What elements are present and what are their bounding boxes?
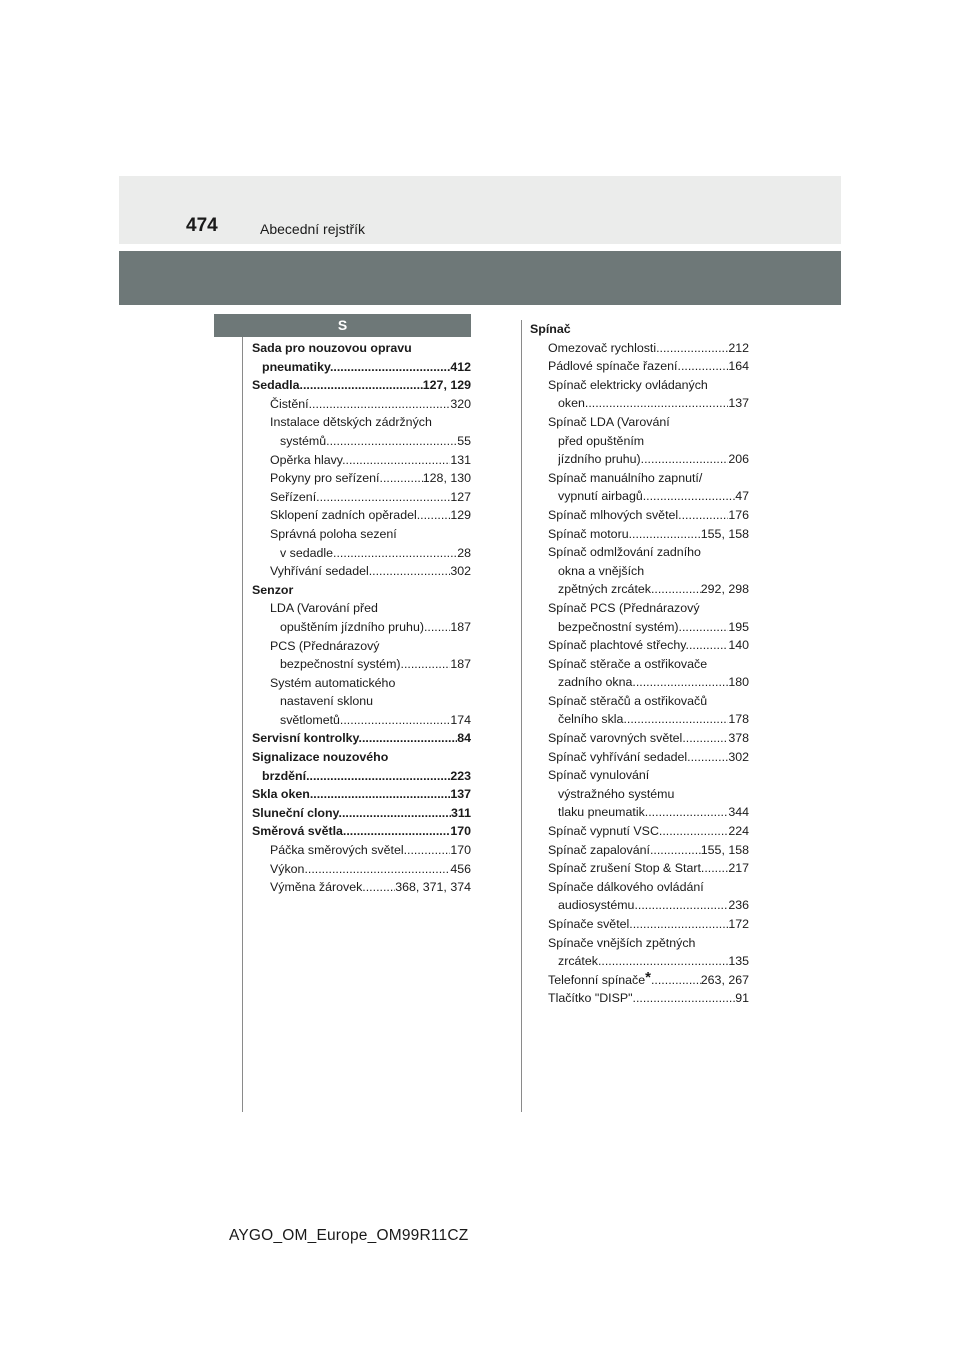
index-subentry: Seřízení ..... 127 — [252, 488, 471, 507]
index-entry: Sluneční clony ..... 311 — [252, 804, 471, 823]
footer-document-code: AYGO_OM_Europe_OM99R11CZ — [229, 1227, 469, 1244]
index-subentry: Spínač PCS (Přednárazový — [548, 600, 700, 615]
index-entry: Spínač — [530, 322, 571, 336]
telefon-label: Telefonní spínače — [548, 972, 646, 987]
index-subentry: Systém automatického — [270, 675, 396, 690]
index-subentry: PCS (Přednárazový — [270, 638, 380, 653]
page-title: Abecední rejstřík — [260, 221, 366, 237]
index-subentry: Spínač LDA (Varování — [548, 414, 670, 429]
index-subentry: Spínače světel ..... 172 — [530, 915, 749, 934]
index-subentry: zrcátek ..... 135 — [530, 952, 749, 971]
left-column-rule — [242, 337, 243, 1112]
index-subentry: Vyhřívání sedadel ..... 302 — [252, 562, 471, 581]
index-subentry: Čistění ..... 320 — [252, 395, 471, 414]
index-subentry: před opuštěním — [558, 433, 645, 448]
index-subentry: nastavení sklonu — [280, 694, 373, 709]
index-subentry: výstražného systému — [558, 786, 675, 801]
index-entry: Servisní kontrolky ..... 84 — [252, 729, 471, 748]
index-entry: Signalizace nouzového — [252, 750, 389, 765]
index-subentry: Spínač vyhřívání sedadel ..... 302 — [530, 748, 749, 767]
index-subentry: bezpečnostní systém) ..... 195 — [530, 618, 749, 637]
header-dark-band — [119, 251, 841, 305]
index-subentry: Spínač stěrače a ostřikovače — [548, 656, 708, 671]
index-subentry: systémů ..... 55 — [252, 432, 471, 451]
section-letter: S — [214, 314, 471, 337]
index-subentry: světlometů ..... 174 — [252, 711, 471, 730]
index-subentry: Spínač stěračů a ostřikovačů — [548, 693, 708, 708]
index-subentry: Spínač vynulování — [548, 768, 650, 783]
index-subentry: Spínač zrušení Stop & Start ..... 217 — [530, 859, 749, 878]
index-subentry: Spínač manuálního zapnutí/ — [548, 470, 703, 485]
index-entry: Sada pro nouzovou opravu — [252, 341, 412, 355]
index-subentry: Spínač vypnutí VSC ..... 224 — [530, 822, 749, 841]
header-band — [119, 176, 841, 244]
index-subentry: Páčka směrových světel ..... 170 — [252, 841, 471, 860]
page-number: 474 — [186, 215, 218, 236]
index-subentry: Správná poloha sezení — [270, 526, 397, 541]
index-entry: Skla oken ..... 137 — [252, 785, 471, 804]
index-subentry: Pokyny pro seřízení ..... 128, 130 — [252, 469, 471, 488]
index-subentry: v sedadle ..... 28 — [252, 544, 471, 563]
index-subentry: Spínače dálkového ovládání — [548, 879, 704, 894]
index-subentry: vypnutí airbagů ..... 47 — [530, 487, 749, 506]
index-subentry: čelního skla ..... 178 — [530, 710, 749, 729]
index-subentry: bezpečnostní systém) ..... 187 — [252, 655, 471, 674]
index-subentry: Omezovač rychlosti ..... 212 — [530, 339, 749, 358]
index-subentry: Spínač elektricky ovládaných — [548, 377, 708, 392]
index-entry: Senzor — [252, 582, 294, 597]
asterisk-mark: * — [645, 970, 651, 986]
index-subentry: tlaku pneumatik ..... 344 — [530, 803, 749, 822]
index-subentry: audiosystému ..... 236 — [530, 896, 749, 915]
index-column-right — [530, 320, 749, 1008]
index-entry: Směrová světla ..... 170 — [252, 822, 471, 841]
index-entry: brzdění ..... 223 — [252, 767, 471, 786]
index-subentry: Telefonní spínače* ..... 263, 267 — [530, 971, 749, 990]
index-subentry: Opěrka hlavy ..... 131 — [252, 451, 471, 470]
index-subentry: Spínač plachtové střechy ..... 140 — [530, 636, 749, 655]
index-subentry: Spínač odmlžování zadního — [548, 545, 701, 560]
index-subentry: LDA (Varování před — [270, 601, 378, 616]
index-subentry: Pádlové spínače řazení ..... 164 — [530, 357, 749, 376]
index-subentry: Instalace dětských zádržných — [270, 415, 432, 430]
index-column-left — [252, 339, 471, 897]
index-subentry: Sklopení zadních opěradel ..... 129 — [252, 506, 471, 525]
index-entry: Sedadla ..... 127, 129 — [252, 376, 471, 395]
index-entry: pneumatiky ..... 412 — [252, 358, 471, 377]
index-subentry: Spínač zapalování ..... 155, 158 — [530, 841, 749, 860]
index-subentry: Spínače vnějších zpětných — [548, 935, 696, 950]
index-subentry: zpětných zrcátek ..... 292, 298 — [530, 580, 749, 599]
index-subentry: Spínač mlhových světel ..... 176 — [530, 506, 749, 525]
index-subentry: Výkon ..... 456 — [252, 860, 471, 879]
index-subentry: Tlačítko "DISP" ..... 91 — [530, 989, 749, 1008]
index-subentry: Výměna žárovek ..... 368, 371, 374 — [252, 878, 471, 897]
index-subentry: Spínač varovných světel ..... 378 — [530, 729, 749, 748]
index-subentry: jízdního pruhu) ..... 206 — [530, 450, 749, 469]
index-subentry: okna a vnějších — [558, 563, 645, 578]
index-subentry: Spínač motoru ..... 155, 158 — [530, 525, 749, 544]
index-subentry: zadního okna ..... 180 — [530, 673, 749, 692]
right-column-rule — [521, 320, 522, 1112]
index-subentry: oken ..... 137 — [530, 394, 749, 413]
index-subentry: opuštěním jízdního pruhu) ..... 187 — [252, 618, 471, 637]
